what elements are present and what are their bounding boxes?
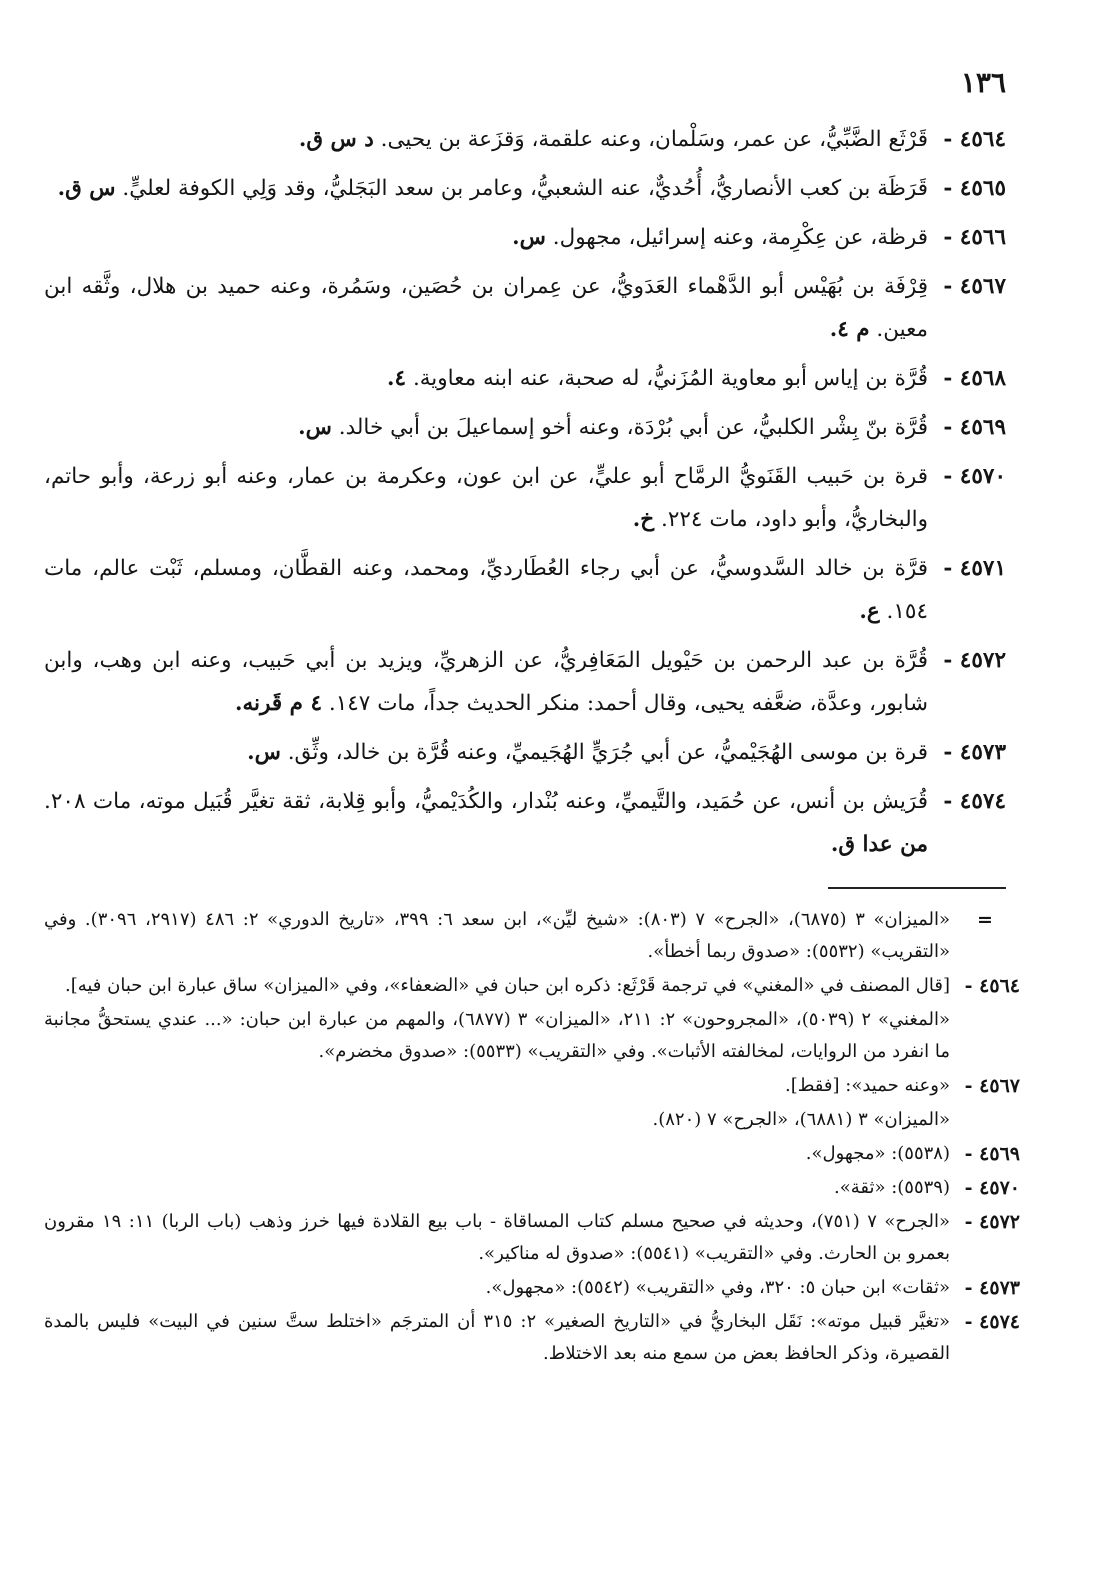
footnote — [44, 1272, 1020, 1304]
biography-entry — [44, 265, 1006, 351]
footnote — [44, 1206, 1020, 1270]
entry-number: ٤٥٦٥ - — [943, 176, 1006, 201]
footnote-text: «تغيَّر قبيل موته»: نَقَل البخاريُّ في «التاريخ الصغير» ٢: ٣١٥ أن المترجَم «اختلط ستَّ سنين في البيت» فليس بالمدة القصيرة، وذكر الحافظ بعض من سمع منه بعد الاختلاط. — [44, 1311, 950, 1364]
entry-text: قُرَّة بنّ بِشْر الكلبيُّ، عن أبي بُرْدَة، وعنه أخو إسماعيلَ بن أبي خالد. — [338, 415, 928, 440]
footnote-text: «الميزان» ٣ (٦٨٧٥)، «الجرح» ٧ (٨٠٣): «شيخ ليِّن»، ابن سعد ٦: ٣٩٩، «تاريخ الدوري» ٢: ٤٨٦ (٢٩١٧، ٣٠٩٦). وفي «التقريب» (٥٥٣٢): «صدوق ربما أخطأ». — [44, 909, 950, 962]
entry-source-code: م ٤. — [829, 317, 870, 342]
entry-text-block — [44, 167, 928, 210]
entry-text-block — [44, 547, 928, 633]
footnotes — [44, 904, 1020, 1372]
biography-entry — [44, 118, 1006, 161]
entry-number: ٤٥٧١ - — [943, 556, 1006, 581]
entry-number: ٤٥٧٣ - — [943, 740, 1006, 765]
entry-number: ٤٥٦٧ - — [943, 274, 1006, 299]
entry-text: قرة بن موسى الهُجَيْميُّ، عن أبي جُرَيٍّ الهُجَيميِّ، وعنه قُرَّة بن خالد، وثِّق. — [287, 740, 928, 765]
entry-text-block — [44, 639, 928, 725]
entry-source-code: خ. — [632, 507, 655, 532]
footnote-text: [قال المصنف في «المغني» في ترجمة قَرْثَع: ذكره ابن حبان في «الضعفاء»، وفي «الميزان» ساق عبارة ابن حبان فيه]. — [64, 975, 950, 996]
entry-text: قُرَيش بن أنس، عن حُمَيد، والتَّيميِّ، وعنه بُنْدار، والكُدَيْميُّ، وأبو قِلابة، ثقة تغيَّر قُبَيل موته، مات ٢٠٨. — [44, 789, 928, 814]
biography-entries — [44, 118, 1006, 872]
entry-text: قُرَّة بن إياس أبو معاوية المُزَنيُّ، له صحبة، عنه ابنه معاوية. — [412, 366, 928, 391]
entry-number: ٤٥٦٩ - — [943, 415, 1006, 440]
entry-source-code: ٤. — [387, 366, 407, 391]
entry-text-block — [44, 406, 928, 449]
entry-text: قرَّة بن خالد السَّدوسيُّ، عن أبي رجاء العُطَارديِّ، ومحمد، وعنه القطَّان، ومسلم، ثَبْت عالم، مات ١٥٤. — [44, 556, 928, 624]
footnote-text: (٥٥٣٨): «مجهول». — [805, 1143, 950, 1164]
entry-text-block — [44, 780, 928, 866]
footnote-number: ٤٥٧٣ - — [964, 1277, 1020, 1299]
entry-source-code: س. — [298, 415, 332, 440]
footnote-number: ٤٥٧٠ - — [964, 1177, 1020, 1199]
entry-text: قُرَّة بن عبد الرحمن بن حَيْويل المَعَافِريُّ، عن الزهريِّ، ويزيد بن أبي حَبيب، وعنه ابن وهب، وابن شابور، وعدَّة، ضعَّفه يحيى، وقال أحمد: منكر الحديث جداً، مات ١٤٧. — [44, 648, 928, 716]
footnote — [44, 1306, 1020, 1370]
biography-entry — [44, 167, 1006, 210]
footnote-continuation: «الميزان» ٣ (٦٨٨١)، «الجرح» ٧ (٨٢٠). — [652, 1109, 950, 1130]
footnote — [44, 1172, 1020, 1204]
entry-text: قرة بن حَبيب القَنَويُّ الرمَّاح أبو عليٍّ، عن ابن عون، وعكرمة بن عمار، وعنه أبو زرعة، وأبو حاتم، والبخاريُّ، وأبو داود، مات ٢٢٤. — [44, 464, 928, 532]
entry-number: ٤٥٧٤ - — [943, 789, 1006, 814]
biography-entry — [44, 639, 1006, 725]
footnote-number: ٤٥٧٤ - — [964, 1311, 1020, 1333]
footnote-text: «وعنه حميد»: [فقط]. — [784, 1075, 950, 1096]
biography-entry — [44, 731, 1006, 774]
entry-number: ٤٥٦٦ - — [943, 225, 1006, 250]
entry-text-block — [44, 731, 928, 774]
biography-entry — [44, 406, 1006, 449]
footnote-text: (٥٥٣٩): «ثقة». — [833, 1177, 950, 1198]
entry-source-code: ع. — [859, 599, 880, 624]
biography-entry — [44, 357, 1006, 400]
entry-number: ٤٥٦٤ - — [943, 127, 1006, 152]
biography-entry — [44, 216, 1006, 259]
page-number: ١٣٦ — [960, 66, 1006, 99]
footnote — [44, 1070, 1020, 1102]
entry-text-block — [44, 118, 928, 161]
footnote-number: ٤٥٦٤ - — [964, 975, 1020, 997]
entry-source-code: ٤ م قَرنه. — [235, 691, 323, 716]
entry-source-code: من عدا ق. — [830, 832, 928, 857]
footnote-continuation: «المغني» ٢ (٥٠٣٩)، «المجروحون» ٢: ٢١١، «الميزان» ٣ (٦٨٧٧)، والمهم من عبارة ابن حبان: «... عندي يستحقُّ مجانبة ما انفرد من الروايات، لمخالفته الأثبات». وفي «التقريب» (٥٥٣٣): «صدوق مخضرم». — [44, 1009, 950, 1062]
footnote-text: «ثقات» ابن حبان ٥: ٣٢٠، وفي «التقريب» (٥٥٤٢): «مجهول». — [485, 1277, 950, 1298]
entry-text-block — [44, 216, 928, 259]
footnote — [44, 970, 1020, 1002]
entry-number: ٤٥٦٨ - — [943, 366, 1006, 391]
entry-number: ٤٥٧٢ - — [943, 648, 1006, 673]
entry-text-block — [44, 357, 928, 400]
footnote — [44, 1138, 1020, 1170]
footnote-divider — [828, 887, 1006, 889]
footnote-number: = — [977, 909, 993, 931]
entry-source-code: س. — [247, 740, 281, 765]
entry-source-code: س. — [512, 225, 546, 250]
footnote-text: «الجرح» ٧ (٧٥١)، وحديثه في صحيح مسلم كتاب المساقاة - باب بيع القلادة فيها خرز وذهب (باب الربا) ١١: ١٩ مقرون بعمرو بن الحارث. وفي «التقريب» (٥٥٤١): «صدوق له مناكير». — [44, 1211, 951, 1264]
footnote-number: ٤٥٧٢ - — [964, 1211, 1020, 1233]
entry-text-block — [44, 265, 928, 351]
biography-entry — [44, 780, 1006, 866]
entry-source-code: د س ق. — [298, 127, 374, 152]
footnote-number: ٤٥٦٩ - — [964, 1143, 1020, 1165]
entry-text: قَرَظَة بن كعب الأنصاريُّ، أُحُديٌّ، عنه الشعبيُّ، وعامر بن سعد البَجَليُّ، وقد وَلِي الكوفة لعليٍّ. — [122, 176, 928, 201]
footnote — [44, 904, 1020, 968]
biography-entry — [44, 455, 1006, 541]
entry-text: قرظة، عن عِكْرِمة، وعنه إسرائيل، مجهول. — [552, 225, 928, 250]
entry-text: قَرْثَع الضَّبِّيُّ، عن عمر، وسَلْمان، وعنه علقمة، وَقزَعة بن يحيى. — [380, 127, 928, 152]
entry-text: قِرْفَة بن بُهَيْس أبو الدَّهْماء العَدَويُّ، عن عِمران بن حُصَين، وسَمُرة، وعنه حميد بن هلال، وثَّقه ابن معين. — [44, 274, 928, 342]
entry-source-code: س ق. — [57, 176, 116, 201]
entry-number: ٤٥٧٠ - — [943, 464, 1006, 489]
entry-text-block — [44, 455, 928, 541]
footnote-number: ٤٥٦٧ - — [964, 1075, 1020, 1097]
biography-entry — [44, 547, 1006, 633]
